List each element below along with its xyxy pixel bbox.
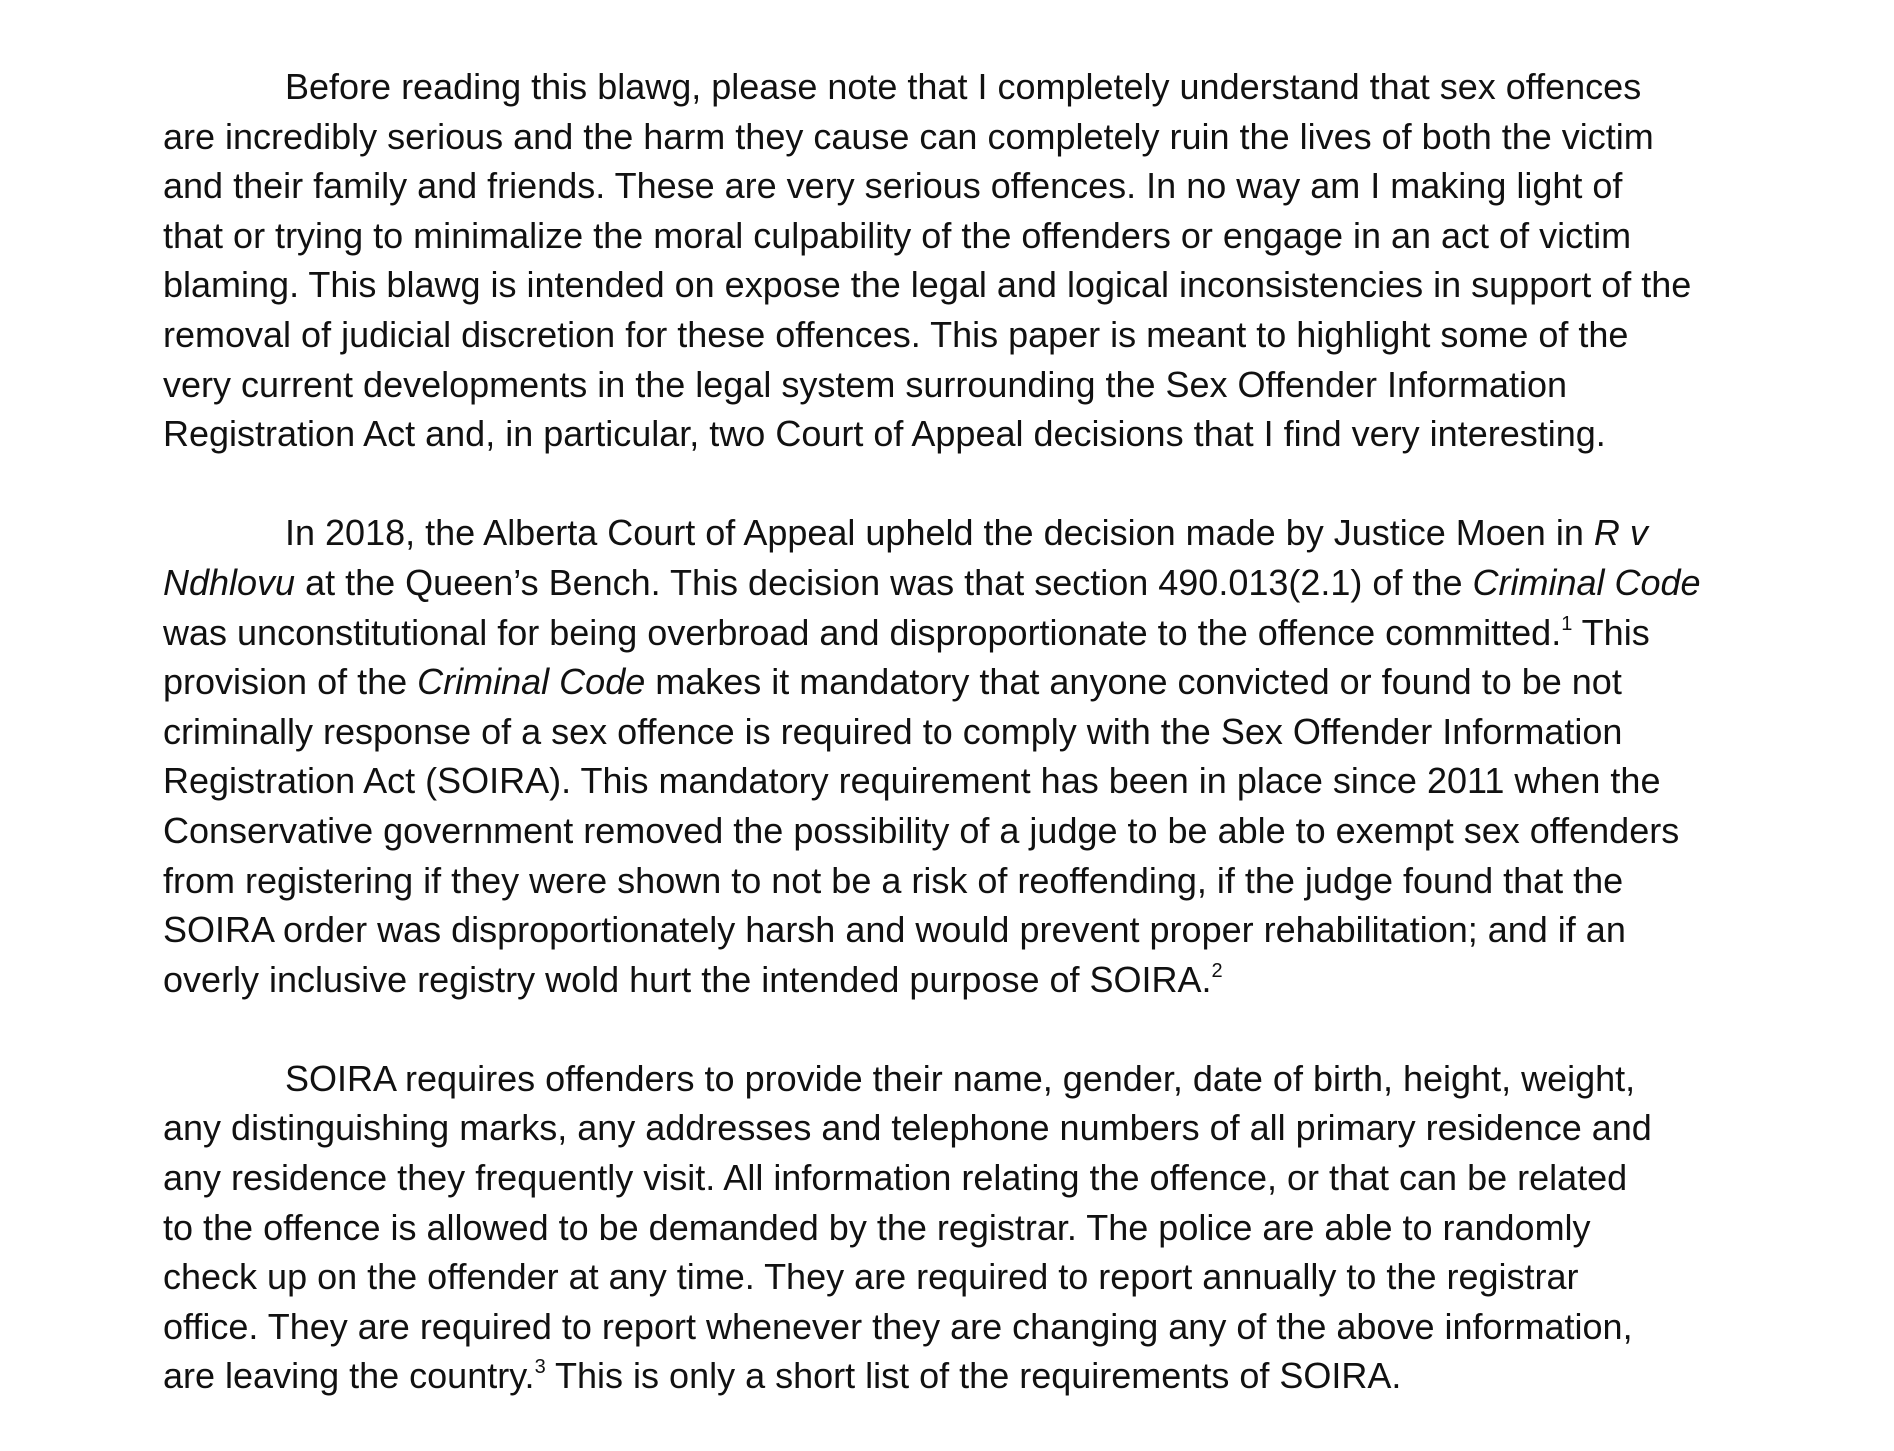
text-line: to the offence is allowed to be demanded by the registrar. The police are able to randomly [163, 1206, 1591, 1248]
text-line [163, 558, 1753, 608]
text-run: This is only a short list of the requirements of SOIRA. [545, 1355, 1402, 1397]
text-line: office. They are required to report whenever they are changing any of the above information, [163, 1305, 1633, 1347]
case-name-italic: R v [1593, 512, 1648, 554]
text-run: In 2018, the Alberta Court of Appeal upheld the decision made by Justice Moen in [285, 512, 1594, 554]
footnote-ref[interactable]: 3 [534, 1356, 546, 1379]
text-line: blaming. This blawg is intended on expose the legal and logical inconsistencies in support of the [163, 264, 1692, 306]
text-run: are leaving the country. [163, 1355, 535, 1397]
paragraph-1 [163, 62, 1753, 459]
text-line: Registration Act and, in particular, two Court of Appeal decisions that I find very interesting. [163, 413, 1606, 455]
paragraph-3 [163, 1054, 1753, 1401]
text-line: check up on the offender at any time. They are required to report annually to the registrar [163, 1256, 1579, 1298]
text-line: SOIRA requires offenders to provide their name, gender, date of birth, height, weight, [285, 1057, 1636, 1099]
footnote-ref[interactable]: 2 [1211, 959, 1223, 982]
text-line: Conservative government removed the possibility of a judge to be able to exempt sex offenders [163, 809, 1680, 851]
text-line: SOIRA order was disproportionately harsh and would prevent proper rehabilitation; and if an [163, 909, 1626, 951]
text-line: from registering if they were shown to not be a risk of reoffending, if the judge found that the [163, 859, 1624, 901]
text-run: at the Queen’s Bench. This decision was that section 490.013(2.1) of the [295, 561, 1473, 603]
text-line [163, 608, 1753, 658]
text-line [163, 1351, 1753, 1401]
text-run: provision of the [163, 661, 418, 703]
text-line: that or trying to minimalize the moral culpability of the offenders or engage in an act of victim [163, 214, 1632, 256]
document-body [163, 62, 1753, 1451]
text-line: and their family and friends. These are very serious offences. In no way am I making light of [163, 165, 1623, 207]
text-line: any distinguishing marks, any addresses and telephone numbers of all primary residence and [163, 1107, 1652, 1149]
text-run: was unconstitutional for being overbroad and disproportionate to the offence committed. [163, 611, 1562, 653]
footnote-ref[interactable]: 1 [1561, 612, 1573, 635]
statute-name-italic: Criminal Code [1472, 561, 1701, 603]
text-line: removal of judicial discretion for these offences. This paper is meant to highlight some of the [163, 313, 1629, 355]
text-run: overly inclusive registry wold hurt the intended purpose of SOIRA. [163, 958, 1212, 1000]
text-run: This [1572, 611, 1650, 653]
text-run: makes it mandatory that anyone convicted or found to be not [645, 661, 1622, 703]
paragraph-2 [163, 508, 1753, 1004]
text-line: criminally response of a sex offence is required to comply with the Sex Offender Information [163, 710, 1623, 752]
text-line: very current developments in the legal system surrounding the Sex Offender Information [163, 363, 1568, 405]
text-line [163, 508, 1753, 558]
text-line [163, 955, 1753, 1005]
text-line: are incredibly serious and the harm they cause can completely ruin the lives of both the victim [163, 115, 1654, 157]
text-line [163, 657, 1753, 707]
text-line: Registration Act (SOIRA). This mandatory requirement has been in place since 2011 when the [163, 760, 1661, 802]
statute-name-italic: Criminal Code [417, 661, 646, 703]
text-line: any residence they frequently visit. All information relating the offence, or that can be related [163, 1157, 1628, 1199]
text-line: Before reading this blawg, please note that I completely understand that sex offences [285, 66, 1642, 107]
case-name-italic: Ndhlovu [163, 561, 296, 603]
